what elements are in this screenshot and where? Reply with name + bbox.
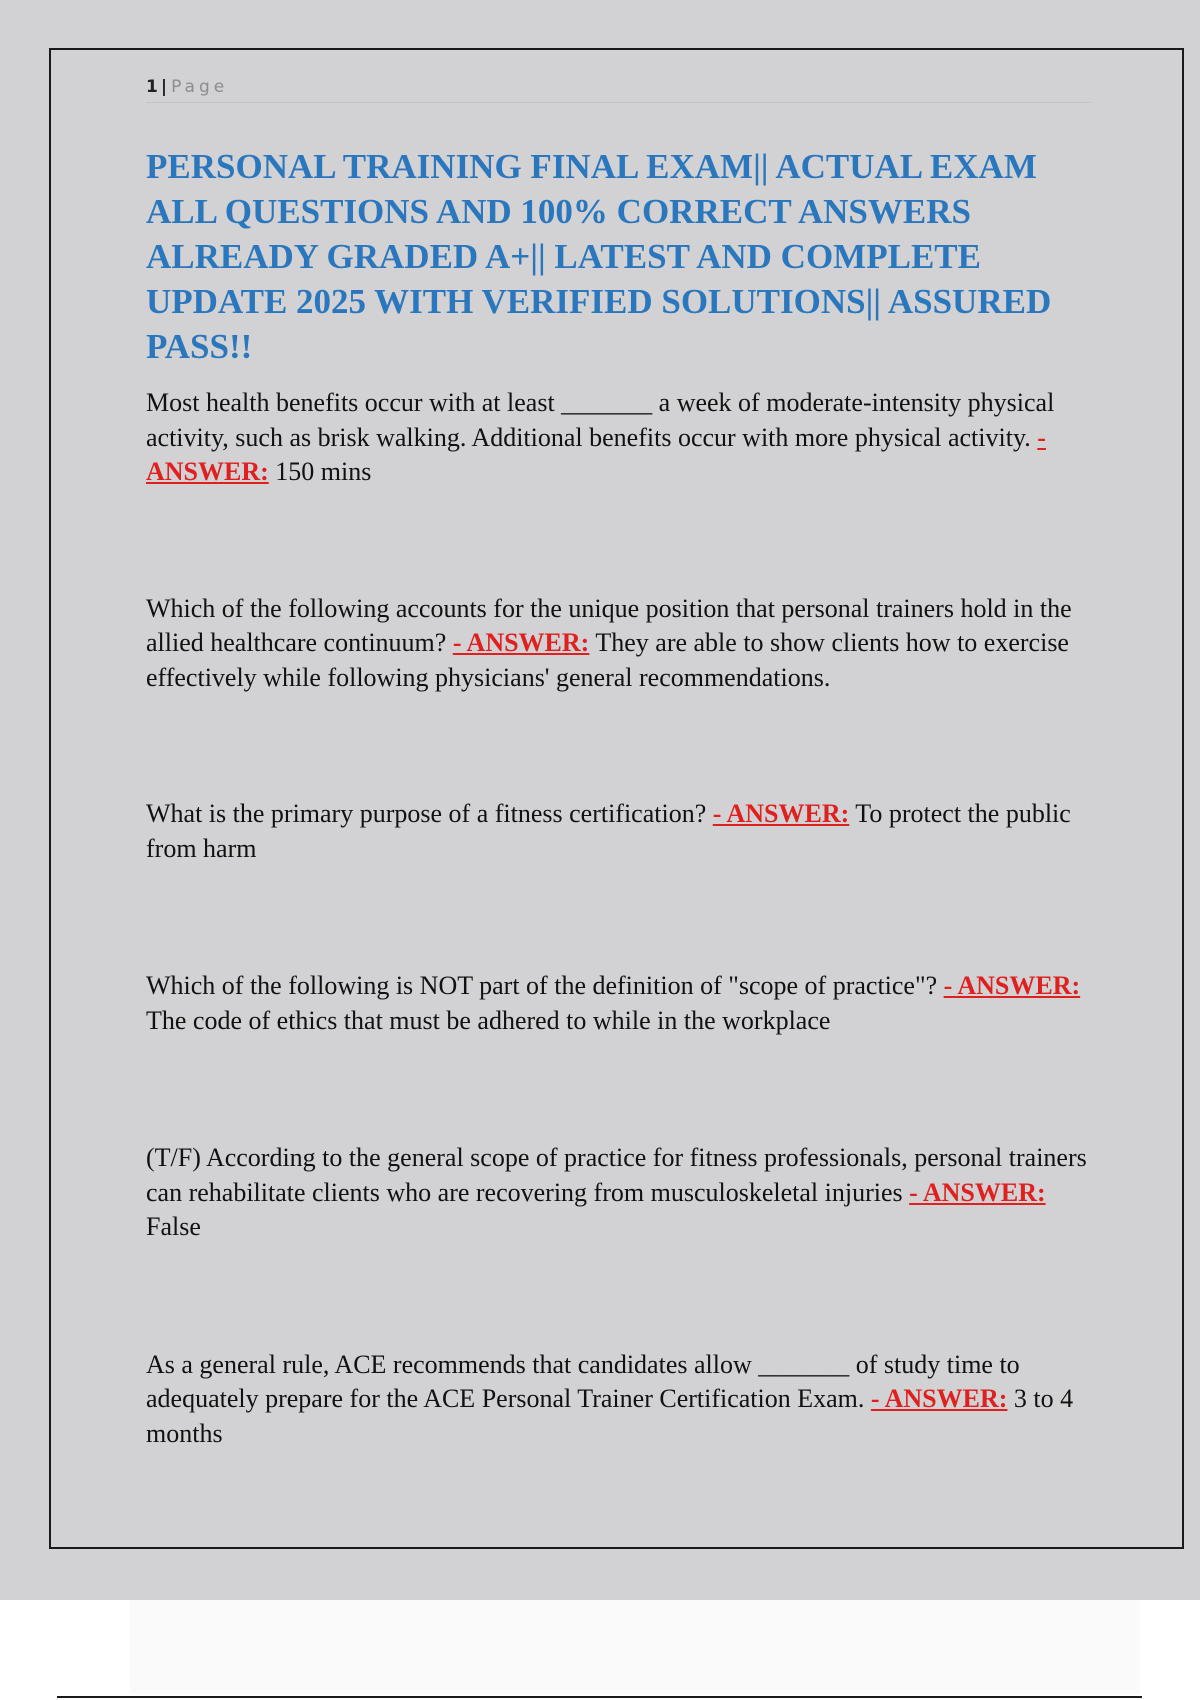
next-page-rule	[57, 1696, 1142, 1698]
answer-label: - ANSWER:	[712, 799, 850, 828]
answer-text: 150 mins	[275, 457, 372, 486]
answer-label: - ANSWER:	[452, 628, 590, 657]
next-page-strip	[130, 1600, 1140, 1694]
question-text: Which of the following is NOT part of the definition of "scope of practice"?	[146, 971, 938, 1000]
page-label: Page	[171, 77, 229, 97]
qa-item	[146, 969, 1091, 1038]
answer-label: - ANSWER:	[943, 971, 1081, 1000]
page-number: 1	[146, 77, 158, 97]
answer-label: - ANSWER:	[909, 1177, 1046, 1207]
question-text: (T/F) According to the general scope of practice for fitness professionals, personal trainers can rehabilitate clients who are recovering from musculoskeletal injuries	[146, 1143, 1087, 1207]
document-title: PERSONAL TRAINING FINAL EXAM|| ACTUAL EXAM ALL QUESTIONS AND 100% CORRECT ANSWERS ALREADY GRADED A+|| LATEST AND COMPLETE UPDATE 2025 WITH VERIFIED SOLUTIONS|| ASSURED PASS!!	[146, 147, 1052, 366]
answer-text: 3 to 4 months	[146, 1384, 1074, 1448]
qa-item	[146, 797, 1091, 866]
question-text: Which of the following accounts for the unique position that personal trainers hold in the allied healthcare continuum?	[146, 593, 1072, 657]
page-header	[146, 74, 1091, 103]
answer-text: The code of ethics that must be adhered to while in the workplace	[146, 1005, 831, 1035]
answer-label: - ANSWER:	[146, 422, 1046, 486]
answer-label: - ANSWER:	[870, 1384, 1008, 1413]
qa-item	[146, 1141, 1091, 1245]
question-list	[146, 386, 1091, 1553]
question-text: What is the primary purpose of a fitness certification?	[146, 799, 707, 828]
answer-text: False	[146, 1212, 201, 1241]
answer-text: They are able to show clients how to exercise effectively while following physicians' general recommendations.	[146, 628, 1069, 692]
qa-item	[146, 386, 1091, 490]
answer-text: To protect the public from harm	[146, 799, 1071, 863]
question-text: Most health benefits occur with at least _______ a week of moderate-intensity physical activity, such as brisk walking. Additional benefits occur with more physical activity.	[146, 388, 1055, 452]
page-separator: |	[160, 77, 168, 97]
question-text: As a general rule, ACE recommends that candidates allow _______ of study time to adequately prepare for the ACE Personal Trainer Certification Exam.	[146, 1349, 1020, 1413]
qa-item	[146, 1348, 1091, 1452]
qa-item	[146, 592, 1091, 696]
